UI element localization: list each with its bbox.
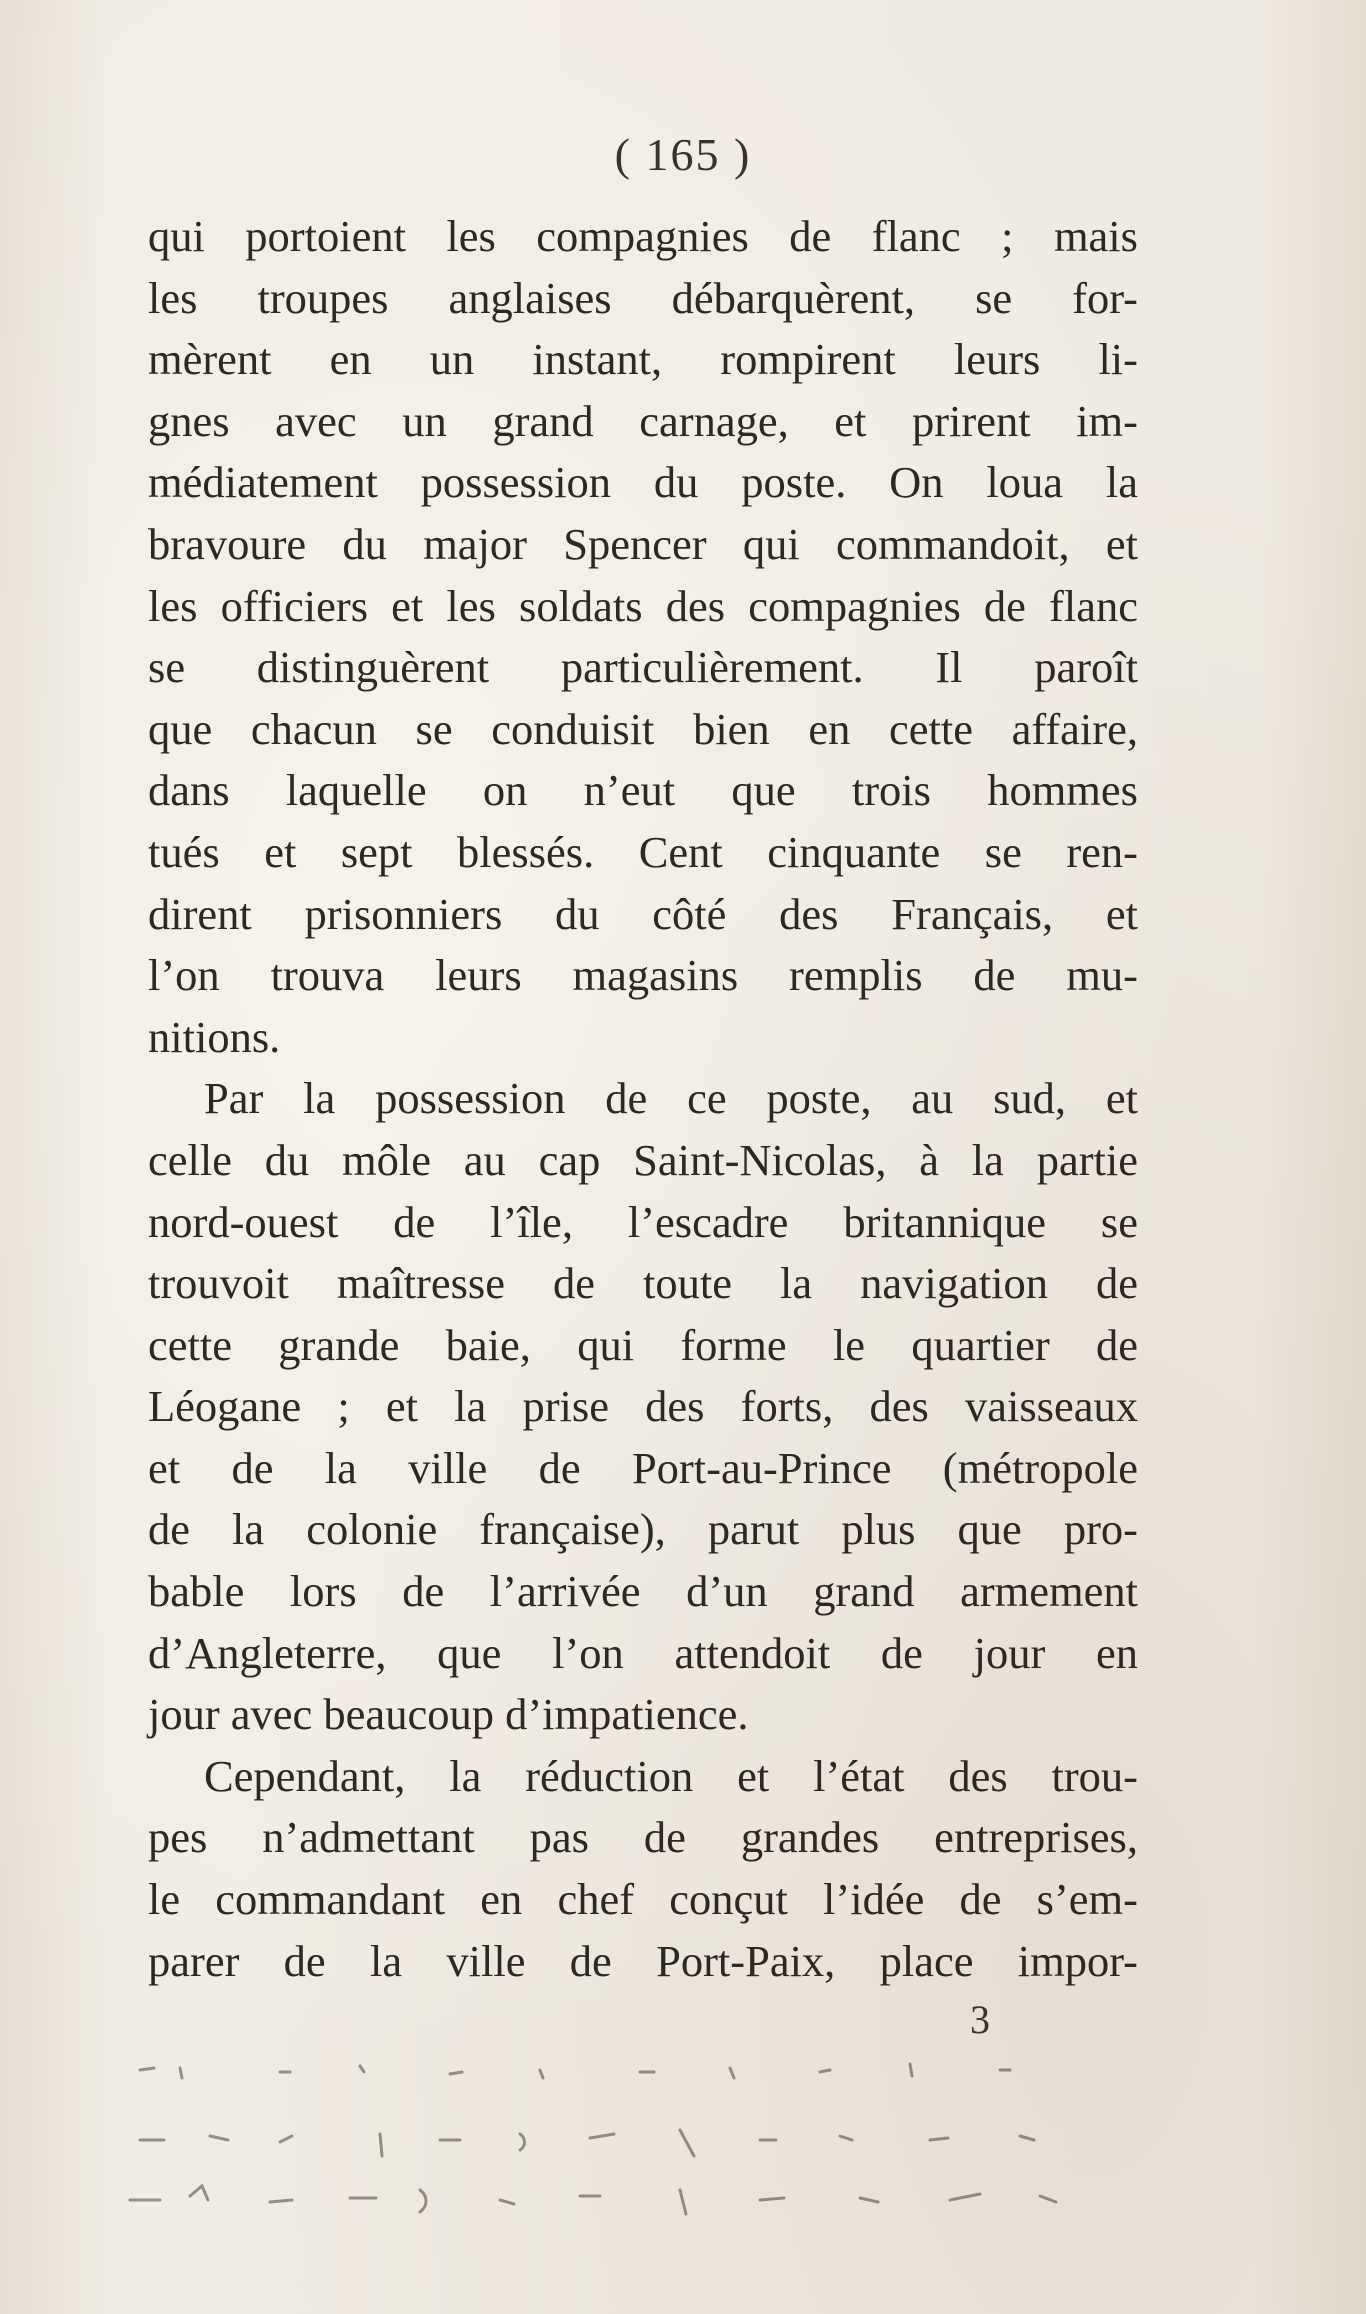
text-line: nitions. [148, 1011, 281, 1062]
text-line: les troupes anglaises débarquèrent, se for- [148, 272, 1138, 323]
text-line: tués et sept blessés. Cent cinquante se ren- [148, 826, 1138, 877]
text-line: cette grande baie, qui forme le quartier de [148, 1319, 1138, 1370]
paragraph-start-line: Par la possession de ce poste, au sud, et [204, 1073, 1138, 1124]
page-number-header: ( 165 ) [614, 129, 752, 180]
text-line: nord-ouest de l’île, l’escadre britannique se [148, 1196, 1138, 1247]
bleed-through-marks [120, 2050, 1170, 2250]
paragraph-start-line: Cependant, la réduction et l’état des trou- [204, 1750, 1138, 1801]
text-line: et de la ville de Port-au-Prince (métropole [148, 1442, 1138, 1493]
text-line: celle du môle au cap Saint-Nicolas, à la partie [148, 1134, 1138, 1185]
text-line: pes n’admettant pas de grandes entreprises, [148, 1812, 1138, 1863]
text-line: d’Angleterre, que l’on attendoit de jour en [148, 1627, 1138, 1678]
text-line: bable lors de l’arrivée d’un grand armement [148, 1566, 1138, 1617]
text-line: les officiers et les soldats des compagnies de flanc [148, 580, 1138, 631]
text-line: l’on trouva leurs magasins remplis de mu- [148, 950, 1138, 1001]
text-line: qui portoient les compagnies de flanc ; mais [148, 211, 1138, 261]
text-line: parer de la ville de Port-Paix, place impor- [148, 1935, 1138, 1986]
text-line: dirent prisonniers du côté des Français, et [148, 888, 1138, 939]
text-line: médiatement possession du poste. On loua la [148, 457, 1138, 508]
text-line: le commandant en chef conçut l’idée de s’em- [148, 1874, 1138, 1925]
text-line: dans laquelle on n’eut que trois hommes [148, 765, 1138, 816]
text-line: gnes avec un grand carnage, et prirent im- [148, 395, 1138, 446]
body-text [148, 206, 1138, 1992]
text-line: de la colonie française), parut plus que pro- [148, 1504, 1138, 1555]
text-line: mèrent en un instant, rompirent leurs li- [148, 334, 1138, 385]
text-line: que chacun se conduisit bien en cette affaire, [148, 703, 1138, 754]
text-line: Léogane ; et la prise des forts, des vaisseaux [148, 1381, 1138, 1432]
text-line: se distinguèrent particulièrement. Il paroît [148, 642, 1138, 693]
text-line: jour avec beaucoup d’impatience. [148, 1689, 749, 1740]
text-line: bravoure du major Spencer qui commandoit, et [148, 518, 1138, 569]
signature-mark: 3 [970, 1997, 990, 2042]
text-line: trouvoit maîtresse de toute la navigation de [148, 1258, 1138, 1309]
